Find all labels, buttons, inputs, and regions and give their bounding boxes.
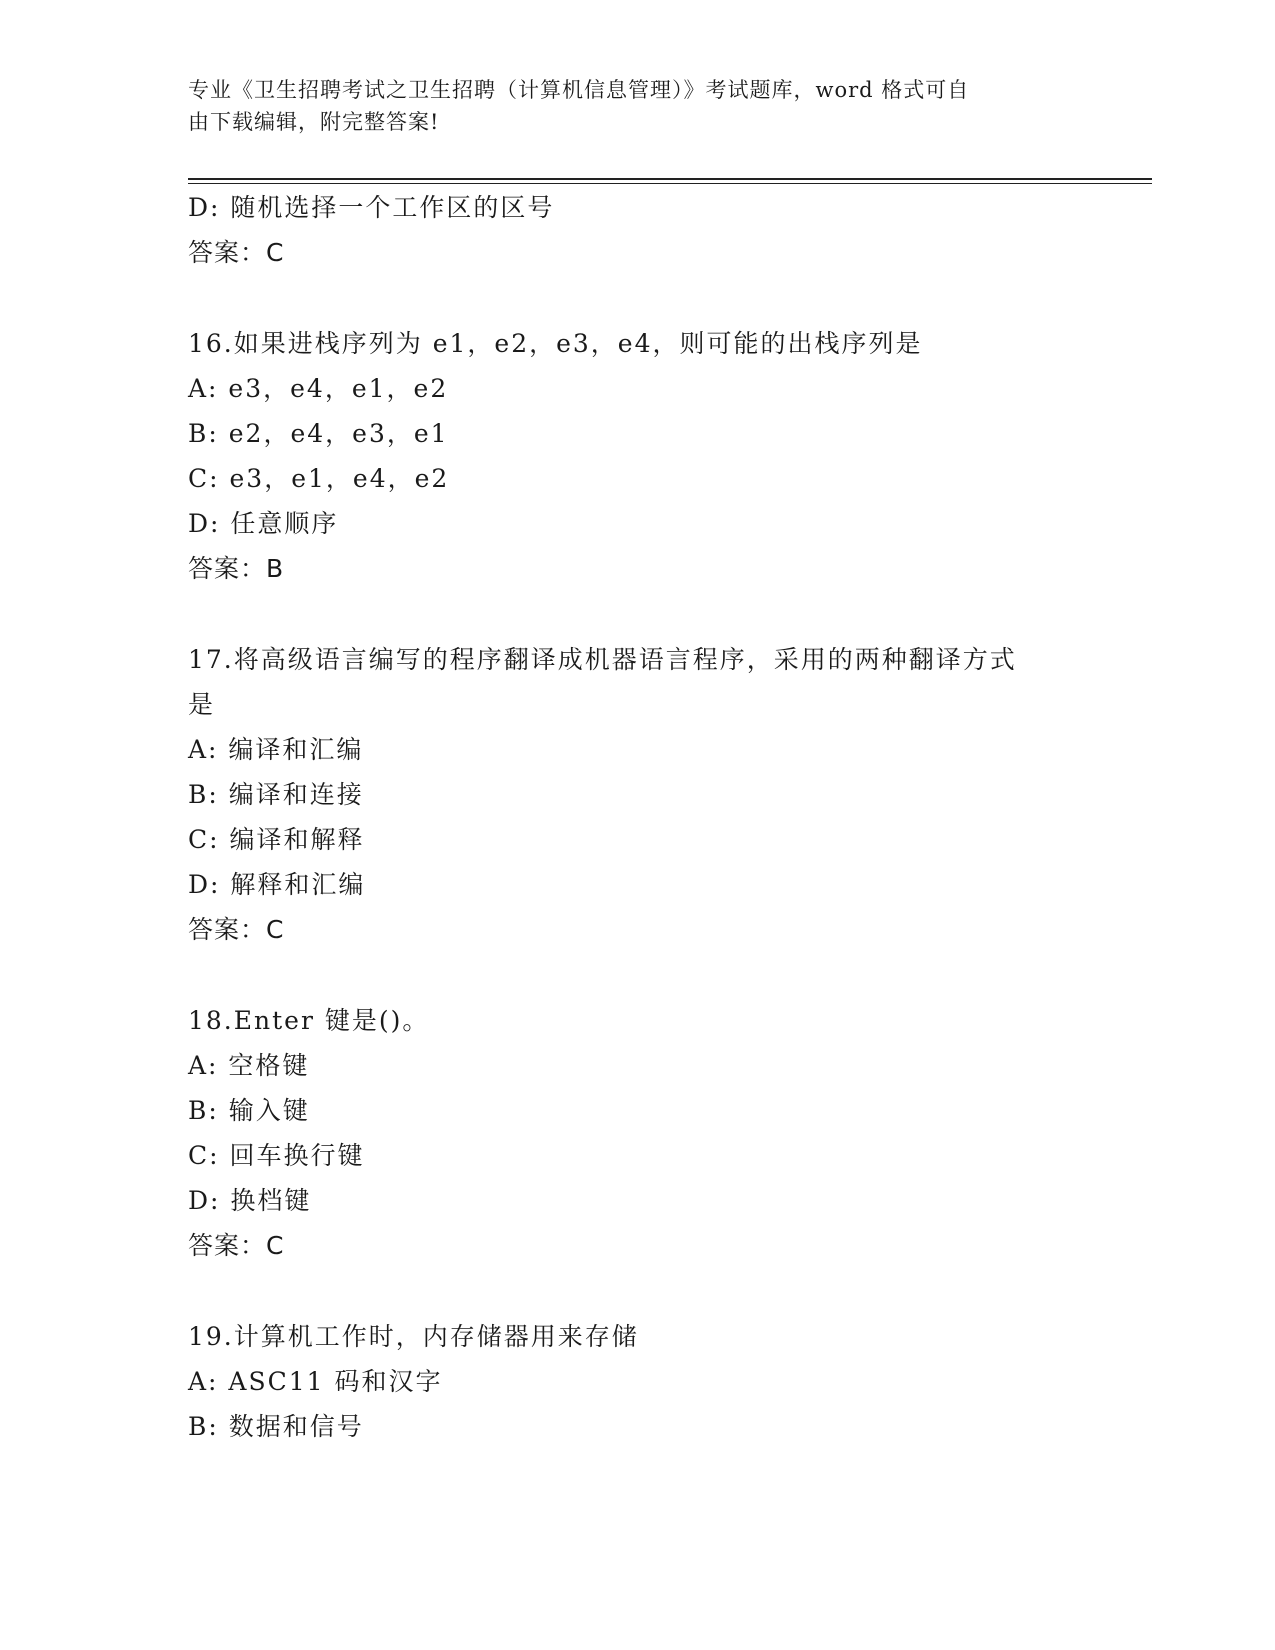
q18-option-d: D: 换档键 xyxy=(188,1186,312,1215)
q17-option-c: C: 编译和解释 xyxy=(188,825,365,854)
q16-option-d: D: 任意顺序 xyxy=(188,509,339,538)
header-divider-thick xyxy=(188,178,1152,180)
q19-question: 19.计算机工作时，内存储器用来存储 xyxy=(188,1322,639,1351)
prev-answer: 答案：C xyxy=(188,238,285,267)
q17-question-line-1: 17.将高级语言编写的程序翻译成机器语言程序，采用的两种翻译方式 xyxy=(188,645,1017,674)
q16-question: 16.如果进栈序列为 e1，e2，e3，e4，则可能的出栈序列是 xyxy=(188,329,923,358)
q16-option-b: B: e2，e4，e3，e1 xyxy=(188,419,449,448)
q17-question-line-2: 是 xyxy=(188,690,216,719)
q17-answer: 答案：C xyxy=(188,915,285,944)
q18-option-b: B: 输入键 xyxy=(188,1096,310,1125)
q18-option-c: C: 回车换行键 xyxy=(188,1141,365,1170)
header-line-1: 专业《卫生招聘考试之卫生招聘（计算机信息管理）》考试题库，word 格式可自 xyxy=(188,78,970,102)
prev-option-d: D: 随机选择一个工作区的区号 xyxy=(188,193,555,222)
document-header xyxy=(188,74,1068,138)
q18-answer: 答案：C xyxy=(188,1231,285,1260)
q18-option-a: A: 空格键 xyxy=(188,1051,310,1080)
q19-option-b: B: 数据和信号 xyxy=(188,1412,364,1441)
q19-option-a: A: ASC11 码和汉字 xyxy=(188,1367,443,1396)
q16-option-a: A: e3，e4，e1，e2 xyxy=(188,374,449,403)
header-line-2: 由下载编辑，附完整答案! xyxy=(188,110,440,134)
q16-answer: 答案：B xyxy=(188,554,285,583)
q17-option-b: B: 编译和连接 xyxy=(188,780,364,809)
q17-option-d: D: 解释和汇编 xyxy=(188,870,366,899)
q18-question: 18.Enter 键是()。 xyxy=(188,1006,430,1035)
header-divider-thin xyxy=(188,183,1152,184)
q17-option-a: A: 编译和汇编 xyxy=(188,735,364,764)
q16-option-c: C: e3，e1，e4，e2 xyxy=(188,464,450,493)
